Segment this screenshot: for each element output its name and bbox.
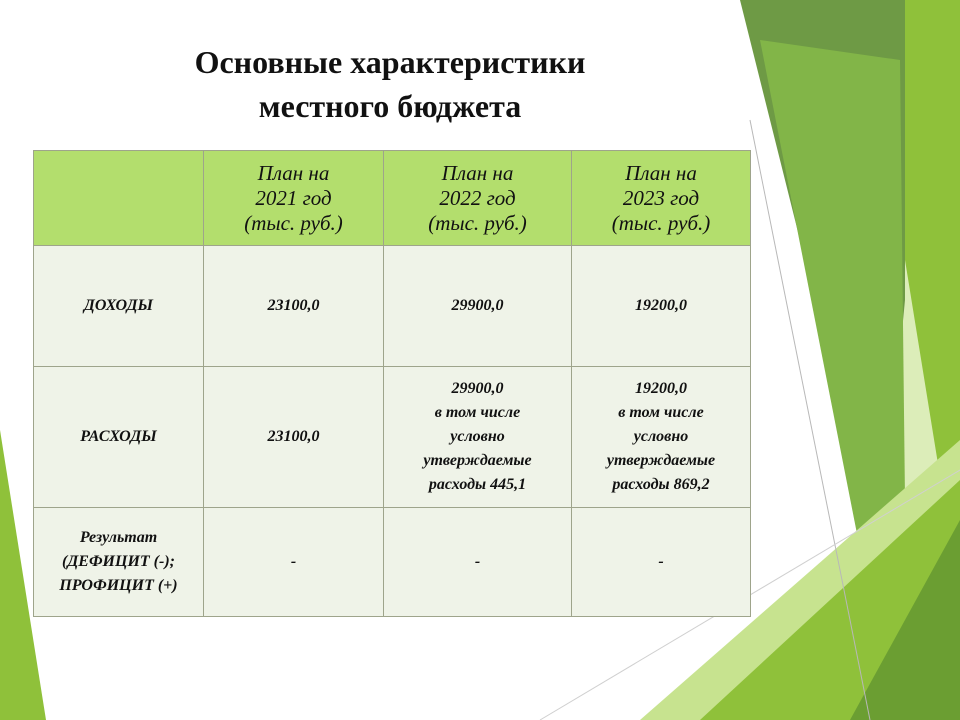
expense-label: РАСХОДЫ [34, 367, 204, 508]
result-label: Результат (ДЕФИЦИТ (-); ПРОФИЦИТ (+) [34, 508, 204, 617]
result-2021: - [204, 508, 384, 617]
budget-table [33, 150, 751, 617]
table-header-row [34, 151, 751, 246]
table-row-expense [34, 367, 751, 508]
result-2022: - [384, 508, 572, 617]
income-2023: 19200,0 [572, 246, 751, 367]
expense-2023: 19200,0 в том числе условно утверждаемые расходы 869,2 [572, 367, 751, 508]
income-2021: 23100,0 [204, 246, 384, 367]
header-2022: План на 2022 год (тыс. руб.) [384, 151, 572, 246]
slide-title-line1: Основные характеристики [194, 44, 586, 80]
slide-title [90, 40, 690, 128]
header-2021: План на 2021 год (тыс. руб.) [204, 151, 384, 246]
table-row-income [34, 246, 751, 367]
header-empty-cell [34, 151, 204, 246]
income-2022: 29900,0 [384, 246, 572, 367]
expense-2022: 29900,0 в том числе условно утверждаемые расходы 445,1 [384, 367, 572, 508]
table-row-result [34, 508, 751, 617]
result-2023: - [572, 508, 751, 617]
slide-title-line2: местного бюджета [258, 88, 522, 124]
income-label: ДОХОДЫ [34, 246, 204, 367]
expense-2021: 23100,0 [204, 367, 384, 508]
header-2023: План на 2023 год (тыс. руб.) [572, 151, 751, 246]
